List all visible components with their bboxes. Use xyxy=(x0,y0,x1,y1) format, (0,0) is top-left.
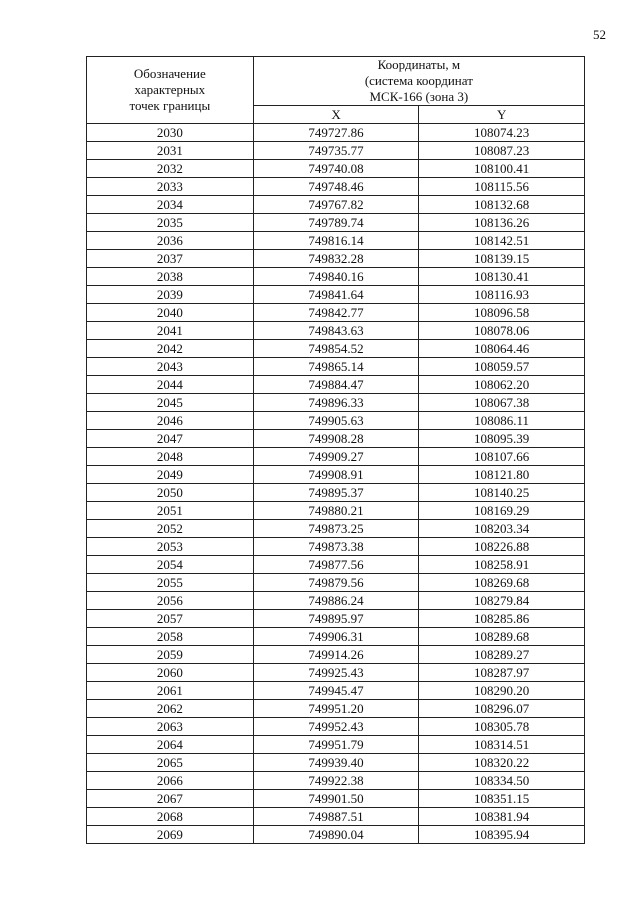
x-coordinate-cell: 749905.63 xyxy=(253,412,419,430)
point-label-line: точек границы xyxy=(129,98,211,113)
point-id-cell: 2067 xyxy=(87,790,254,808)
table-row xyxy=(87,340,585,358)
point-id-cell: 2053 xyxy=(87,538,254,556)
x-coordinate-cell: 749939.40 xyxy=(253,754,419,772)
y-coordinate-cell: 108121.80 xyxy=(419,466,585,484)
y-coordinate-cell: 108100.41 xyxy=(419,160,585,178)
y-coordinate-cell: 108140.25 xyxy=(419,484,585,502)
y-coordinate-cell: 108059.57 xyxy=(419,358,585,376)
y-coordinate-cell: 108067.38 xyxy=(419,394,585,412)
point-id-cell: 2039 xyxy=(87,286,254,304)
table-row xyxy=(87,304,585,322)
point-id-cell: 2049 xyxy=(87,466,254,484)
x-coordinate-cell: 749952.43 xyxy=(253,718,419,736)
table-row xyxy=(87,196,585,214)
table-row xyxy=(87,214,585,232)
table-row xyxy=(87,142,585,160)
coords-label-line: Координаты, м xyxy=(377,57,461,72)
x-coordinate-cell: 749879.56 xyxy=(253,574,419,592)
table-row xyxy=(87,358,585,376)
point-id-cell: 2037 xyxy=(87,250,254,268)
table-row xyxy=(87,250,585,268)
y-coordinate-cell: 108095.39 xyxy=(419,430,585,448)
y-coordinate-cell: 108226.88 xyxy=(419,538,585,556)
point-designation-header xyxy=(87,57,254,124)
point-id-cell: 2065 xyxy=(87,754,254,772)
table-row xyxy=(87,556,585,574)
x-coordinate-cell: 749908.91 xyxy=(253,466,419,484)
y-coordinate-cell: 108074.23 xyxy=(419,124,585,142)
table-row xyxy=(87,772,585,790)
y-coordinate-cell: 108296.07 xyxy=(419,700,585,718)
y-coordinate-cell: 108320.22 xyxy=(419,754,585,772)
x-coordinate-cell: 749895.37 xyxy=(253,484,419,502)
point-id-cell: 2050 xyxy=(87,484,254,502)
point-id-cell: 2035 xyxy=(87,214,254,232)
x-coordinate-cell: 749945.47 xyxy=(253,682,419,700)
y-coordinate-cell: 108139.15 xyxy=(419,250,585,268)
point-id-cell: 2068 xyxy=(87,808,254,826)
x-coordinate-cell: 749886.24 xyxy=(253,592,419,610)
point-id-cell: 2045 xyxy=(87,394,254,412)
y-coordinate-cell: 108087.23 xyxy=(419,142,585,160)
x-coordinate-cell: 749906.31 xyxy=(253,628,419,646)
x-coordinate-cell: 749735.77 xyxy=(253,142,419,160)
table-row xyxy=(87,790,585,808)
point-id-cell: 2056 xyxy=(87,592,254,610)
point-id-cell: 2040 xyxy=(87,304,254,322)
table-row xyxy=(87,646,585,664)
point-id-cell: 2036 xyxy=(87,232,254,250)
point-id-cell: 2052 xyxy=(87,520,254,538)
point-id-cell: 2048 xyxy=(87,448,254,466)
x-coordinate-cell: 749789.74 xyxy=(253,214,419,232)
y-coordinate-cell: 108078.06 xyxy=(419,322,585,340)
x-coordinate-cell: 749767.82 xyxy=(253,196,419,214)
point-id-cell: 2042 xyxy=(87,340,254,358)
y-coordinate-cell: 108169.29 xyxy=(419,502,585,520)
point-label-line: характерных xyxy=(134,82,206,97)
table-row xyxy=(87,448,585,466)
point-id-cell: 2058 xyxy=(87,628,254,646)
table-header-row xyxy=(87,57,585,106)
point-id-cell: 2066 xyxy=(87,772,254,790)
x-coordinate-cell: 749880.21 xyxy=(253,502,419,520)
y-coordinate-cell: 108290.20 xyxy=(419,682,585,700)
x-coordinate-cell: 749887.51 xyxy=(253,808,419,826)
table-row xyxy=(87,682,585,700)
point-id-cell: 2060 xyxy=(87,664,254,682)
coords-label-line: (система координат xyxy=(364,73,473,88)
point-id-cell: 2064 xyxy=(87,736,254,754)
y-coordinate-cell: 108305.78 xyxy=(419,718,585,736)
table-row xyxy=(87,160,585,178)
y-coordinate-cell: 108287.97 xyxy=(419,664,585,682)
table-row xyxy=(87,430,585,448)
x-coordinate-cell: 749951.79 xyxy=(253,736,419,754)
table-row xyxy=(87,700,585,718)
x-coordinate-cell: 749873.38 xyxy=(253,538,419,556)
point-label-line: Обозначение xyxy=(133,66,206,81)
y-coordinate-cell: 108096.58 xyxy=(419,304,585,322)
table-body xyxy=(87,124,585,844)
point-id-cell: 2031 xyxy=(87,142,254,160)
point-id-cell: 2059 xyxy=(87,646,254,664)
x-coordinate-cell: 749895.97 xyxy=(253,610,419,628)
x-coordinate-cell: 749854.52 xyxy=(253,340,419,358)
x-coordinate-cell: 749841.64 xyxy=(253,286,419,304)
y-coordinate-cell: 108351.15 xyxy=(419,790,585,808)
x-coordinate-cell: 749740.08 xyxy=(253,160,419,178)
table-row xyxy=(87,178,585,196)
x-coordinate-cell: 749896.33 xyxy=(253,394,419,412)
table-row xyxy=(87,484,585,502)
table-row xyxy=(87,466,585,484)
x-coordinate-cell: 749909.27 xyxy=(253,448,419,466)
table-row xyxy=(87,754,585,772)
y-coordinate-cell: 108289.27 xyxy=(419,646,585,664)
x-coordinate-cell: 749914.26 xyxy=(253,646,419,664)
point-id-cell: 2055 xyxy=(87,574,254,592)
x-coordinate-cell: 749842.77 xyxy=(253,304,419,322)
table-row xyxy=(87,538,585,556)
y-coordinate-cell: 108130.41 xyxy=(419,268,585,286)
x-coordinate-cell: 749877.56 xyxy=(253,556,419,574)
x-coordinate-cell: 749843.63 xyxy=(253,322,419,340)
table-row xyxy=(87,232,585,250)
point-id-cell: 2062 xyxy=(87,700,254,718)
x-coordinate-cell: 749816.14 xyxy=(253,232,419,250)
table-row xyxy=(87,808,585,826)
y-coordinate-cell: 108314.51 xyxy=(419,736,585,754)
table-row xyxy=(87,322,585,340)
y-coordinate-cell: 108289.68 xyxy=(419,628,585,646)
point-id-cell: 2032 xyxy=(87,160,254,178)
x-coordinate-cell: 749832.28 xyxy=(253,250,419,268)
point-id-cell: 2044 xyxy=(87,376,254,394)
y-coordinate-cell: 108203.34 xyxy=(419,520,585,538)
coordinates-table xyxy=(86,56,585,844)
table-row xyxy=(87,628,585,646)
point-id-cell: 2069 xyxy=(87,826,254,844)
point-id-cell: 2047 xyxy=(87,430,254,448)
table-row xyxy=(87,520,585,538)
table-row xyxy=(87,412,585,430)
y-column-header: Y xyxy=(419,106,585,124)
table-row xyxy=(87,502,585,520)
y-coordinate-cell: 108136.26 xyxy=(419,214,585,232)
y-coordinate-cell: 108062.20 xyxy=(419,376,585,394)
x-coordinate-cell: 749748.46 xyxy=(253,178,419,196)
y-coordinate-cell: 108258.91 xyxy=(419,556,585,574)
table-row xyxy=(87,664,585,682)
y-coordinate-cell: 108107.66 xyxy=(419,448,585,466)
y-coordinate-cell: 108334.50 xyxy=(419,772,585,790)
y-coordinate-cell: 108269.68 xyxy=(419,574,585,592)
coords-label-line: МСК-166 (зона 3) xyxy=(369,89,469,104)
y-coordinate-cell: 108381.94 xyxy=(419,808,585,826)
x-coordinate-cell: 749873.25 xyxy=(253,520,419,538)
table-row xyxy=(87,124,585,142)
y-coordinate-cell: 108132.68 xyxy=(419,196,585,214)
x-coordinate-cell: 749890.04 xyxy=(253,826,419,844)
point-id-cell: 2063 xyxy=(87,718,254,736)
x-coordinate-cell: 749951.20 xyxy=(253,700,419,718)
table-row xyxy=(87,610,585,628)
point-id-cell: 2034 xyxy=(87,196,254,214)
point-id-cell: 2054 xyxy=(87,556,254,574)
point-id-cell: 2038 xyxy=(87,268,254,286)
table-row xyxy=(87,574,585,592)
x-coordinate-cell: 749925.43 xyxy=(253,664,419,682)
y-coordinate-cell: 108116.93 xyxy=(419,286,585,304)
table-row xyxy=(87,826,585,844)
y-coordinate-cell: 108115.56 xyxy=(419,178,585,196)
x-coordinate-cell: 749901.50 xyxy=(253,790,419,808)
point-id-cell: 2046 xyxy=(87,412,254,430)
table-row xyxy=(87,394,585,412)
y-coordinate-cell: 108142.51 xyxy=(419,232,585,250)
x-coordinate-cell: 749840.16 xyxy=(253,268,419,286)
x-coordinate-cell: 749884.47 xyxy=(253,376,419,394)
point-id-cell: 2043 xyxy=(87,358,254,376)
point-id-cell: 2041 xyxy=(87,322,254,340)
point-id-cell: 2057 xyxy=(87,610,254,628)
y-coordinate-cell: 108064.46 xyxy=(419,340,585,358)
point-id-cell: 2051 xyxy=(87,502,254,520)
table-row xyxy=(87,268,585,286)
x-coordinate-cell: 749908.28 xyxy=(253,430,419,448)
x-coordinate-cell: 749727.86 xyxy=(253,124,419,142)
table-row xyxy=(87,592,585,610)
point-id-cell: 2030 xyxy=(87,124,254,142)
table-row xyxy=(87,286,585,304)
x-coordinate-cell: 749865.14 xyxy=(253,358,419,376)
y-coordinate-cell: 108086.11 xyxy=(419,412,585,430)
y-coordinate-cell: 108285.86 xyxy=(419,610,585,628)
coordinates-header xyxy=(253,57,584,106)
table-row xyxy=(87,736,585,754)
y-coordinate-cell: 108279.84 xyxy=(419,592,585,610)
table-row xyxy=(87,376,585,394)
x-coordinate-cell: 749922.38 xyxy=(253,772,419,790)
point-id-cell: 2061 xyxy=(87,682,254,700)
page-number: 52 xyxy=(593,27,606,42)
y-coordinate-cell: 108395.94 xyxy=(419,826,585,844)
point-id-cell: 2033 xyxy=(87,178,254,196)
table-row xyxy=(87,718,585,736)
x-column-header: X xyxy=(253,106,419,124)
